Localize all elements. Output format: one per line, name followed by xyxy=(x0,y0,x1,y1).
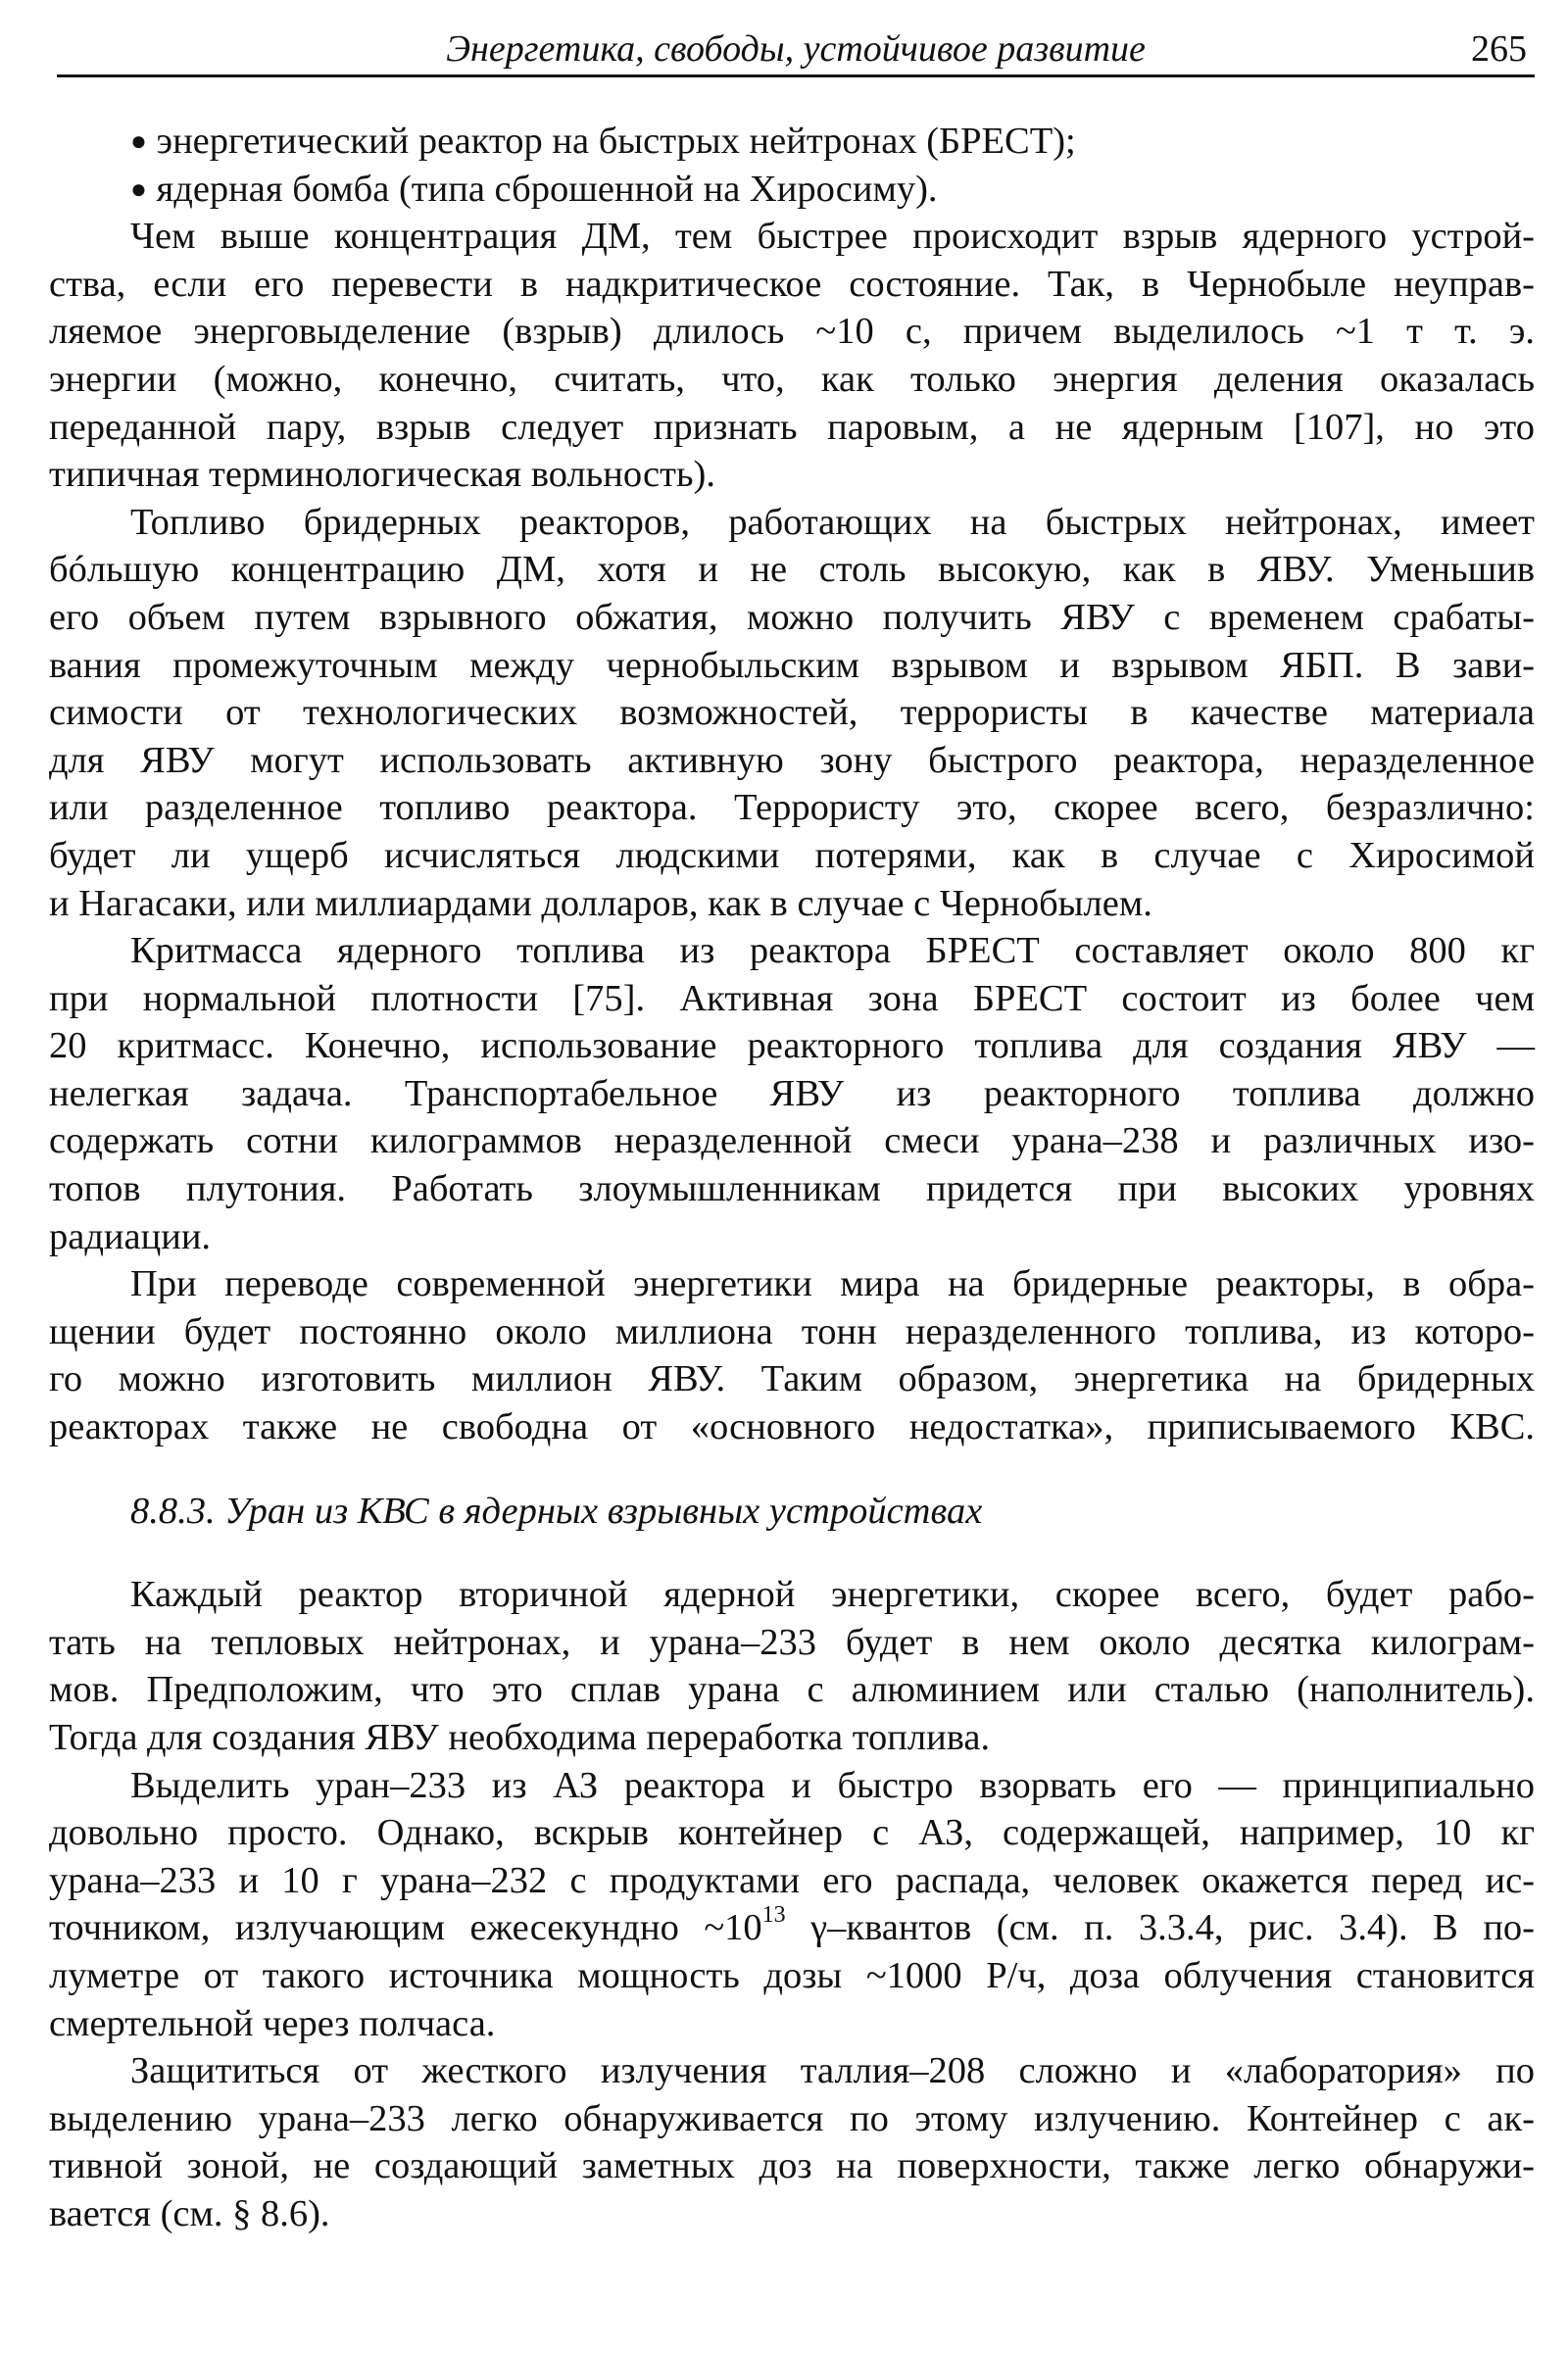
text-line: переданной пару, взрыв следует признать паровым, а не ядерным [107], но это xyxy=(49,406,1535,448)
text-line: смертельной через полчаса. xyxy=(49,2002,496,2044)
text-line: Критмасса ядерного топлива из реактора БРЕСТ составляет около 800 кг xyxy=(130,930,1535,972)
text-line: При переводе современной энергетики мира на бридерные реакторы, в обра- xyxy=(130,1263,1535,1305)
page-number: 265 xyxy=(1471,28,1527,70)
text-line: го можно изготовить миллион ЯВУ. Таким образом, энергетика на бридерных xyxy=(49,1358,1535,1400)
paragraph-2 xyxy=(49,499,1535,927)
header-rule xyxy=(57,74,1535,77)
text-line: при нормальной плотности [75]. Активная зона БРЕСТ состоит из более чем xyxy=(49,977,1535,1019)
text-line: типичная терминологическая вольность). xyxy=(49,454,715,496)
text-line: Защититься от жесткого излучения таллия–208 сложно и «лаборатория» по xyxy=(130,2050,1535,2092)
text-line: луметре от такого источника мощность дозы ~1000 Р/ч, доза облучения становится xyxy=(49,1954,1535,1996)
text-line: урана–233 и 10 г урана–232 с продуктами его распада, человек окажется перед ис- xyxy=(49,1859,1535,1901)
text-line: Тогда для создания ЯВУ необходима переработка топлива. xyxy=(49,1717,991,1758)
spacer xyxy=(49,1451,1535,1488)
paragraph-7 xyxy=(49,2047,1535,2237)
text-line: симости от технологических возможностей, террористы в качестве материала xyxy=(49,692,1535,734)
paragraph-1 xyxy=(49,213,1535,499)
page-body xyxy=(49,118,1535,2238)
text-line: щении будет постоянно около миллиона тонн неразделенного топлива, из которо- xyxy=(49,1310,1535,1352)
text-line: выделению урана–233 легко обнаруживается по этому излучению. Контейнер с ак- xyxy=(49,2097,1535,2139)
page-header xyxy=(57,25,1535,73)
text-line: вается (см. § 8.6). xyxy=(49,2192,330,2234)
bullet-icon: ● xyxy=(130,173,147,205)
text-line: содержать сотни килограммов неразделенной смеси урана–238 и различных изо- xyxy=(49,1120,1535,1162)
paragraph-5 xyxy=(49,1571,1535,1761)
bullet-item: ● ядерная бомба (типа сброшенной на Хиросиму). xyxy=(130,168,938,210)
text-line: тивной зоной, не создающий заметных доз на поверхности, также легко обнаружи- xyxy=(49,2145,1535,2187)
text-line: нелегкая задача. Транспортабельное ЯВУ из реакторного топлива должно xyxy=(49,1072,1535,1114)
text-line: топов плутония. Работать злоумышленникам придется при высоких уровнях xyxy=(49,1168,1535,1210)
text-line: вания промежуточным между чернобыльским взрывом и взрывом ЯБП. В зави- xyxy=(49,644,1535,686)
spacer xyxy=(49,1535,1535,1571)
text-line: и Нагасаки, или миллиардами долларов, как в случае с Чернобылем. xyxy=(49,882,1152,924)
text-line: для ЯВУ могут использовать активную зону быстрого реактора, неразделенное xyxy=(49,739,1535,781)
text-line: Чем выше концентрация ДМ, тем быстрее происходит взрыв ядерного устрой- xyxy=(130,216,1535,258)
text-line: бóльшую концентрацию ДМ, хотя и не столь высокую, как в ЯВУ. Уменьшив xyxy=(49,549,1535,591)
text-line: радиации. xyxy=(49,1215,212,1257)
text-line: ства, если его перевести в надкритическое состояние. Так, в Чернобыле неуправ- xyxy=(49,263,1535,305)
text-line: или разделенное топливо реактора. Террористу это, скорее всего, безразлично: xyxy=(49,787,1535,829)
text-line: энергии (можно, конечно, считать, что, как только энергия деления оказалась xyxy=(49,358,1535,400)
running-title: Энергетика, свободы, устойчивое развитие xyxy=(446,28,1146,70)
section-heading: 8.8.3. Уран из КВС в ядерных взрывных устройствах xyxy=(130,1490,983,1532)
text-line: 20 критмасс. Конечно, использование реакторного топлива для создания ЯВУ — xyxy=(49,1025,1535,1067)
bullet-item: ● энергетический реактор на быстрых нейтронах (БРЕСТ); xyxy=(130,121,1076,162)
text-line: тать на тепловых нейтронах, и урана–233 будет в нем около десятка килограм- xyxy=(49,1621,1535,1663)
text-line: реакторах также не свободна от «основного недостатка», приписываемого КВС. xyxy=(49,1406,1535,1448)
text-line: точником, излучающим ежесекундно $\sim 10^{13}$ γ–квантов (см. п. 3.3.4, рис. 3.4). В по- xyxy=(49,1902,1536,1949)
text-line: будет ли ущерб исчисляться людскими потерями, как в случае с Хиросимой xyxy=(49,834,1535,876)
paragraph-4 xyxy=(49,1260,1535,1450)
text-line: Выделить уран–233 из АЗ реактора и быстро взорвать его — принципиально xyxy=(130,1764,1535,1806)
text-line: мов. Предположим, что это сплав урана с алюминием или сталью (наполнитель). xyxy=(49,1669,1535,1711)
paragraph-6 xyxy=(49,1762,1535,2048)
text-line: Каждый реактор вторичной ядерной энергетики, скорее всего, будет рабо- xyxy=(130,1574,1535,1616)
text-line: довольно просто. Однако, вскрыв контейнер с АЗ, содержащей, например, 10 кг xyxy=(49,1812,1535,1854)
bullet-icon: ● xyxy=(130,126,147,157)
text-line: Топливо бридерных реакторов, работающих на быстрых нейтронах, имеет xyxy=(130,501,1535,543)
text-line: его объем путем взрывного обжатия, можно получить ЯВУ с временем срабаты- xyxy=(49,596,1535,638)
paragraph-3 xyxy=(49,927,1535,1260)
text-line: ляемое энерговыделение (взрыв) длилось ~10 с, причем выделилось ~1 т т. э. xyxy=(49,311,1535,353)
exponent: 13 xyxy=(761,1902,786,1929)
